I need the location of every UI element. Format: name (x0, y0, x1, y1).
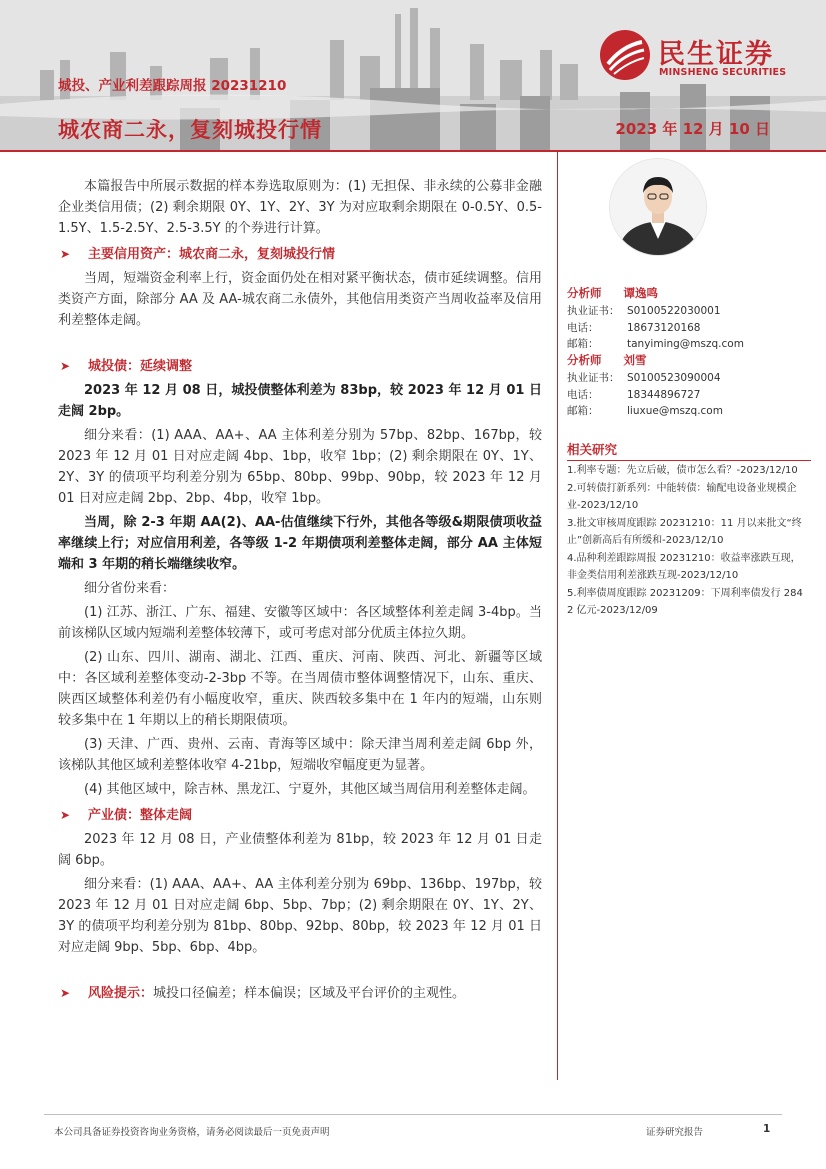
analyst-photo (609, 158, 707, 256)
related-research-item[interactable]: 4.品种利差跟踪周报 20231210：收益率涨跌互现，非金类信用利差涨跌互现-2023/12/10 (567, 552, 801, 581)
arrow-right-icon: ➤ (60, 359, 71, 373)
footer-divider (44, 1114, 782, 1115)
person-icon (610, 159, 706, 255)
section-heading-industrial: ➤ 产业债：整体走阔 (58, 805, 542, 826)
logo-chinese-text: 民生证券 (658, 39, 774, 70)
related-research-item[interactable]: 5.利率债周度跟踪 20231209：下周利率债发行 2842 亿元-2023/12/09 (567, 587, 803, 616)
arrow-right-icon: ➤ (60, 247, 71, 261)
analyst-name: 刘雪 (623, 353, 647, 367)
column-divider (557, 152, 558, 1080)
paragraph: 当周，除 2-3 年期 AA(2)、AA-估值继续下行外，其他各等级&期限债项收益率继续上行；对应信用利差，各等级 1-2 年期债项利差整体走阔，部分 AA 主体短端和 3 年期的稍长端继续收窄。 (58, 515, 542, 572)
paragraph: 细分来看：(1) AAA、AA+、AA 主体利差分别为 57bp、82bp、167bp，较 2023 年 12 月 01 日对应走阔 4bp、1bp，收窄 1bp；(2) 剩余期限在 0Y、1Y、2Y、3Y 的债项平均利差分别为 65bp、80bp、99bp、90bp，较 2023 年 12 月 01 日对应走阔 2bp、2bp、4bp，收窄 1bp。 (58, 428, 542, 506)
paragraph: (2) 山东、四川、湖南、湖北、江西、重庆、河南、陕西、河北、新疆等区域中：各区域利差整体变动-2-3bp 不等。在当周债市整体调整情况下，山东、重庆、陕西区域整体利差仍有小幅度收窄，重庆、陕西较多集中在 1 年内的短端，山东则较多集中在 1 年期以上的稍长期限债项。 (58, 650, 542, 728)
logo-mark-icon (598, 28, 652, 82)
analyst-cert-row: 执业证书： S0100522030001 (567, 305, 721, 317)
analyst-email-row: 邮箱： liuxue@mszq.com (567, 405, 723, 417)
paragraph: (4) 其他区域中，除吉林、黑龙江、宁夏外，其他区域当周信用利差整体走阔。 (84, 782, 536, 797)
analyst-phone-row: 电话： 18673120168 (567, 321, 701, 334)
header-banner (0, 0, 826, 152)
page-number: 1 (763, 1123, 771, 1135)
arrow-right-icon: ➤ (60, 986, 71, 1000)
related-research-item[interactable]: 3.批文审核周度跟踪 20231210：11 月以来批文“终止”创新高后有所缓和-2023/12/10 (567, 517, 802, 546)
section-heading-main-assets: ➤ 主要信用资产：城农商二永，复刻城投行情 (58, 244, 542, 265)
related-research-list (567, 462, 807, 620)
paragraph: 2023 年 12 月 08 日，城投债整体利差为 83bp，较 2023 年 12 月 01 日走阔 2bp。 (58, 383, 542, 419)
company-logo (598, 28, 808, 86)
intro-paragraph: 本篇报告中所展示数据的样本券选取原则为：(1) 无担保、非永续的公募非金融企业类信用债；(2) 剩余期限 0Y、1Y、2Y、3Y 为对应取剩余期限在 0-0.5Y、0.5-1.5Y、1.5-2.5Y、2.5-3.5Y 的个券进行计算。 (58, 179, 542, 236)
analyst-card (567, 351, 807, 420)
paragraph: 2023 年 12 月 08 日，产业债整体利差为 81bp，较 2023 年 12 月 01 日走阔 6bp。 (58, 832, 542, 868)
report-date: 2023 年 12 月 10 日 (615, 120, 770, 138)
footer-report-type: 证券研究报告 (646, 1127, 704, 1138)
risk-warning (58, 983, 542, 1004)
analyst-name: 谭逸鸣 (623, 286, 658, 300)
arrow-right-icon: ➤ (60, 808, 71, 822)
analyst-heading (567, 284, 807, 303)
paragraph: 细分省份来看： (84, 581, 176, 596)
analyst-cert-row: 执业证书： S0100523090004 (567, 372, 721, 384)
page-title: 城农商二永，复刻城投行情 (58, 118, 322, 142)
report-body (58, 176, 542, 1004)
analyst-email-row: 邮箱： tanyiming@mszq.com (567, 338, 744, 350)
analyst-phone-row: 电话： 18344896727 (567, 388, 701, 401)
related-research-title: 相关研究 (567, 440, 811, 461)
paragraph: (1) 江苏、浙江、广东、福建、安徽等区域中：各区域整体利差走阔 3-4bp。当前该梯队区域内短端利差整体较薄下，或可考虑对部分优质主体拉久期。 (58, 605, 542, 641)
analyst-heading (567, 351, 807, 370)
analyst-card (567, 284, 807, 353)
paragraph: (3) 天津、广西、贵州、云南、青海等区域中：除天津当周利差走阔 6bp 外，该梯队其他区域利差整体收窄 4-21bp，短端收窄幅度更为显著。 (58, 737, 542, 773)
analyst-role: 分析师 (567, 286, 602, 300)
report-series-title: 城投、产业利差跟踪周报 20231210 (58, 78, 287, 94)
related-research-item[interactable]: 2.可转债打新系列：中能转债：输配电设备业规模企业-2023/12/10 (567, 482, 797, 511)
logo-english-text: MINSHENG SECURITIES (659, 67, 787, 78)
analyst-role: 分析师 (567, 353, 602, 367)
footer-disclaimer: 本公司具备证券投资咨询业务资格，请务必阅读最后一页免责声明 (54, 1127, 330, 1138)
related-research-item[interactable]: 1.利率专题：先立后破，债市怎么看？-2023/12/10 (567, 465, 798, 476)
paragraph: 当周，短端资金利率上行，资金面仍处在相对紧平衡状态，债市延续调整。信用类资产方面，除部分 AA 及 AA-城农商二永债外，其他信用类资产当周收益率及信用利差整体走阔。 (58, 271, 542, 328)
section-heading-chengtou: ➤ 城投债：延续调整 (58, 356, 542, 377)
paragraph: 细分来看：(1) AAA、AA+、AA 主体利差分别为 69bp、136bp、197bp，较 2023 年 12 月 01 日对应走阔 6bp、5bp、7bp；(2) 剩余期限在 0Y、1Y、2Y、3Y 的债项平均利差分别为 81bp、80bp、92bp、80bp，较 2023 年 12 月 01 日对应走阔 9bp、5bp、6bp、4bp。 (58, 877, 542, 955)
risk-label: 风险提示： (88, 986, 154, 1001)
risk-text: 城投口径偏差；样本偏误；区域及平台评价的主观性。 (153, 986, 466, 1001)
